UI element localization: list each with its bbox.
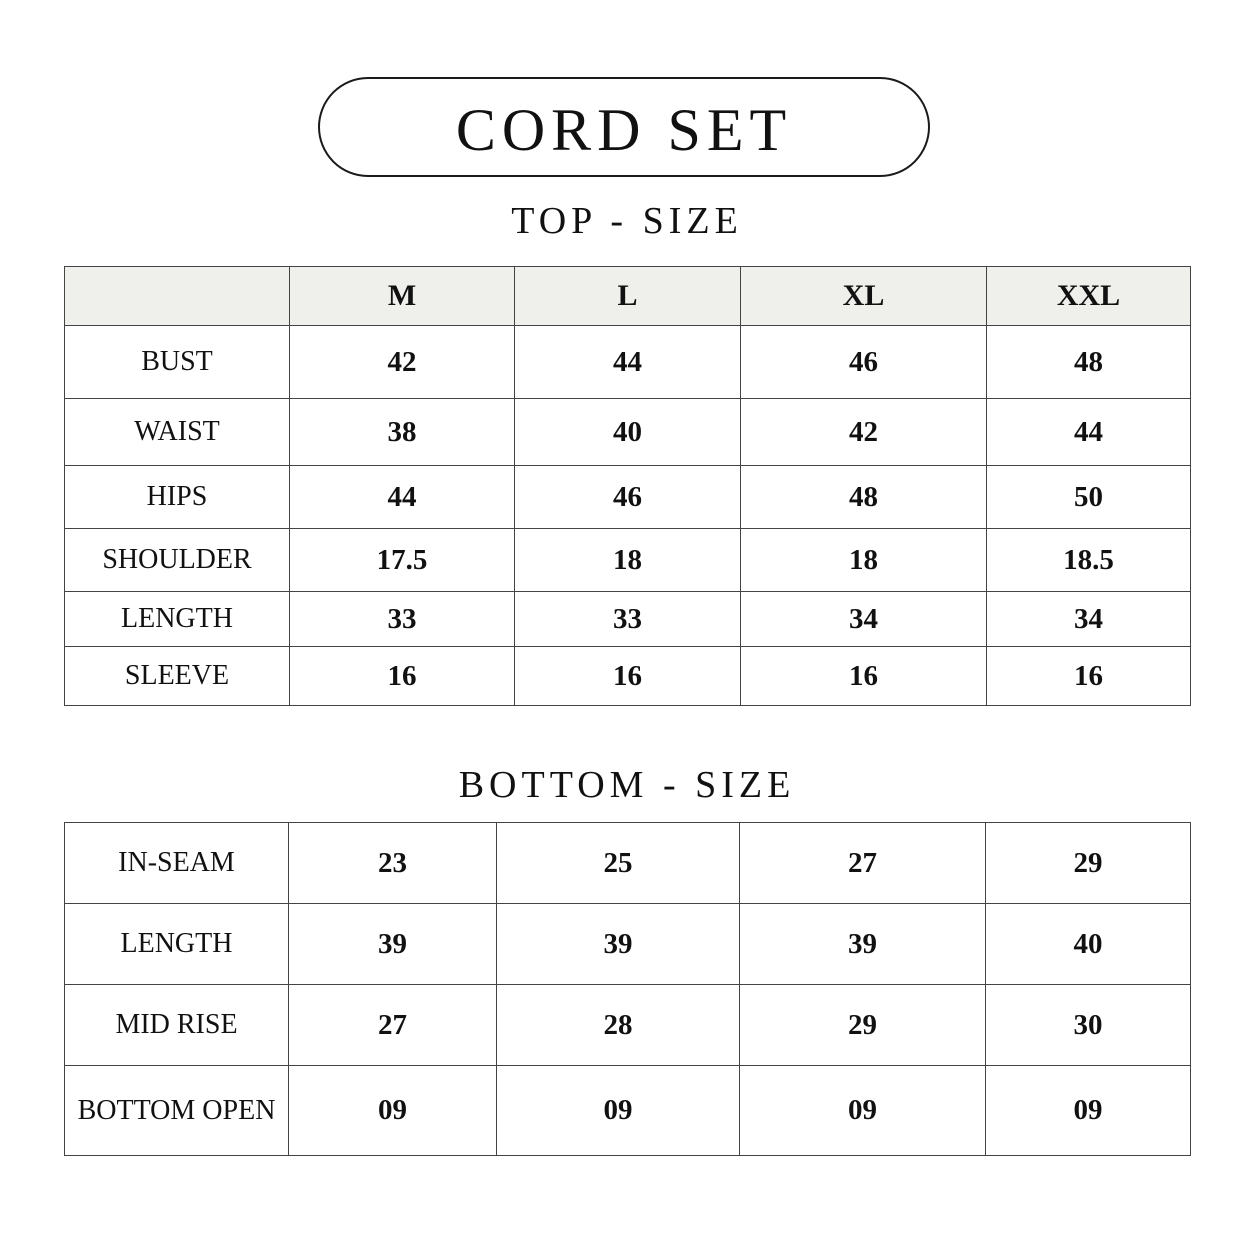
value-cell: 34 xyxy=(741,592,987,647)
bottom-size-table xyxy=(64,822,1191,1156)
value-cell: 48 xyxy=(987,326,1191,399)
top-row-sleeve xyxy=(65,647,1191,706)
value-cell: 46 xyxy=(741,326,987,399)
value-cell: 44 xyxy=(515,326,741,399)
row-label: SLEEVE xyxy=(65,647,290,706)
value-cell: 09 xyxy=(289,1066,497,1156)
header-cell-empty xyxy=(65,267,290,326)
row-label: LENGTH xyxy=(65,592,290,647)
value-cell: 18 xyxy=(515,529,741,592)
row-label: IN-SEAM xyxy=(65,823,289,904)
row-label: HIPS xyxy=(65,466,290,529)
row-label: LENGTH xyxy=(65,904,289,985)
row-label: BUST xyxy=(65,326,290,399)
value-cell: 16 xyxy=(741,647,987,706)
title-badge xyxy=(318,77,930,177)
bottom-size-heading: BOTTOM - SIZE xyxy=(458,764,796,806)
value-cell: 40 xyxy=(515,399,741,466)
bottom-row-bottom-open xyxy=(65,1066,1191,1156)
top-row-length xyxy=(65,592,1191,647)
top-row-shoulder xyxy=(65,529,1191,592)
value-cell: 38 xyxy=(290,399,515,466)
top-row-hips xyxy=(65,466,1191,529)
bottom-row-mid-rise xyxy=(65,985,1191,1066)
value-cell: 50 xyxy=(987,466,1191,529)
value-cell: 18 xyxy=(741,529,987,592)
value-cell: 29 xyxy=(986,823,1191,904)
page-title: CORD SET xyxy=(455,97,793,163)
value-cell: 25 xyxy=(497,823,740,904)
value-cell: 28 xyxy=(497,985,740,1066)
value-cell: 27 xyxy=(740,823,986,904)
value-cell: 39 xyxy=(497,904,740,985)
row-label: WAIST xyxy=(65,399,290,466)
value-cell: 27 xyxy=(289,985,497,1066)
row-label: BOTTOM OPEN xyxy=(65,1066,289,1156)
value-cell: 16 xyxy=(515,647,741,706)
row-label: SHOULDER xyxy=(65,529,290,592)
top-size-heading: TOP - SIZE xyxy=(511,200,743,242)
value-cell: 33 xyxy=(290,592,515,647)
value-cell: 23 xyxy=(289,823,497,904)
bottom-row-in-seam xyxy=(65,823,1191,904)
value-cell: 29 xyxy=(740,985,986,1066)
value-cell: 39 xyxy=(289,904,497,985)
value-cell: 42 xyxy=(741,399,987,466)
value-cell: 39 xyxy=(740,904,986,985)
value-cell: 34 xyxy=(987,592,1191,647)
top-size-table xyxy=(64,266,1191,706)
header-cell-size-xl: XL xyxy=(741,267,987,326)
value-cell: 18.5 xyxy=(987,529,1191,592)
header-cell-size-xxl: XXL xyxy=(987,267,1191,326)
value-cell: 16 xyxy=(987,647,1191,706)
row-label: MID RISE xyxy=(65,985,289,1066)
value-cell: 46 xyxy=(515,466,741,529)
value-cell: 40 xyxy=(986,904,1191,985)
top-row-bust xyxy=(65,326,1191,399)
value-cell: 44 xyxy=(290,466,515,529)
value-cell: 30 xyxy=(986,985,1191,1066)
header-cell-size-l: L xyxy=(515,267,741,326)
top-row-waist xyxy=(65,399,1191,466)
value-cell: 16 xyxy=(290,647,515,706)
value-cell: 09 xyxy=(740,1066,986,1156)
value-cell: 09 xyxy=(497,1066,740,1156)
value-cell: 17.5 xyxy=(290,529,515,592)
value-cell: 42 xyxy=(290,326,515,399)
header-cell-size-m: M xyxy=(290,267,515,326)
top-header-row xyxy=(65,267,1191,326)
bottom-row-length xyxy=(65,904,1191,985)
value-cell: 33 xyxy=(515,592,741,647)
value-cell: 09 xyxy=(986,1066,1191,1156)
value-cell: 44 xyxy=(987,399,1191,466)
value-cell: 48 xyxy=(741,466,987,529)
